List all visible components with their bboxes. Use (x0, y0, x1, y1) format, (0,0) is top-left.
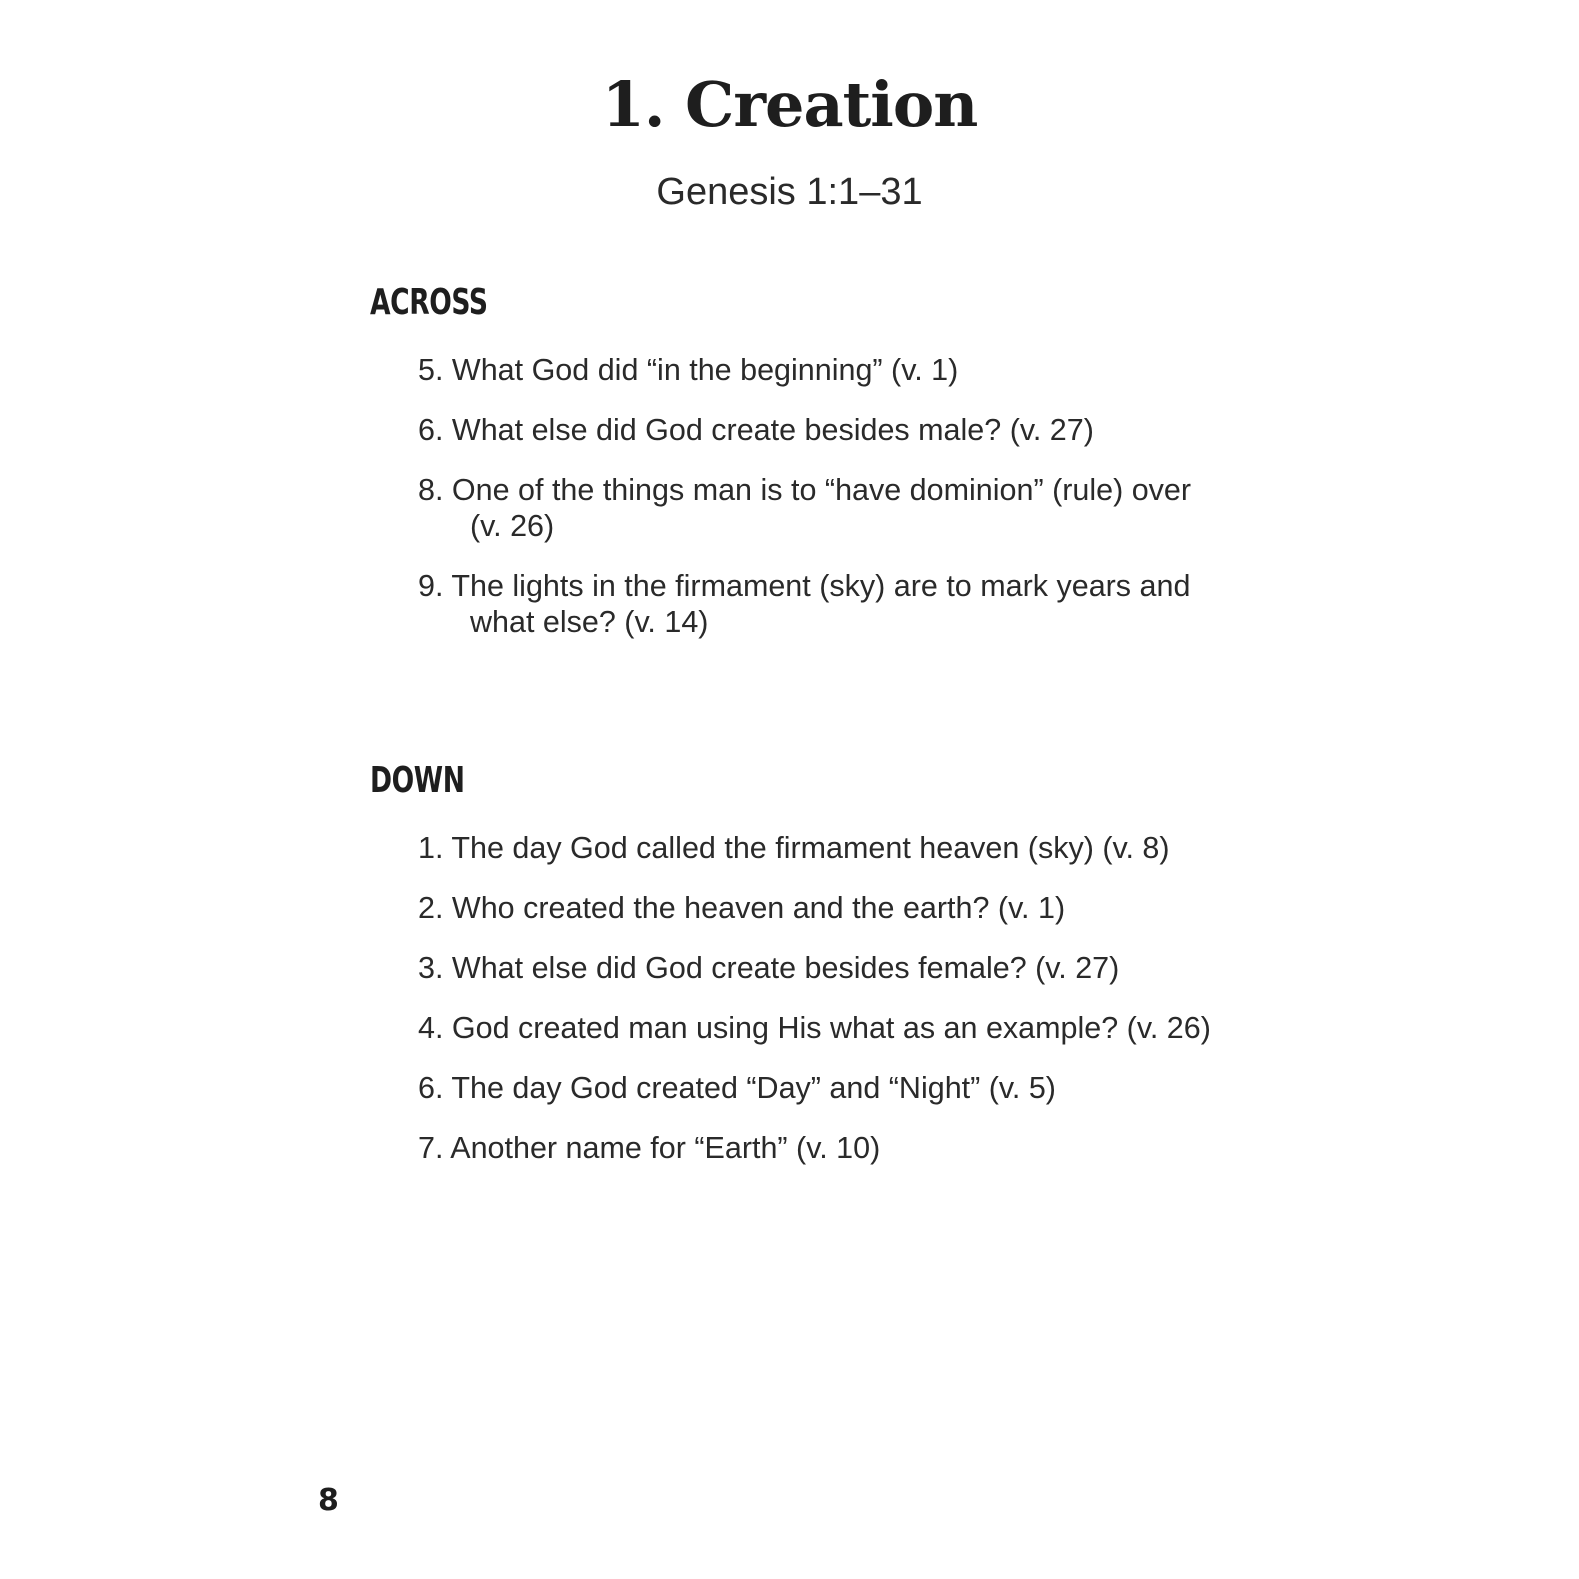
clue-text: The lights in the firmament (sky) are to mark years and what else? (v. 14) (451, 569, 1191, 639)
page-title: 1. Creation (601, 68, 978, 141)
down-clue (418, 1070, 1218, 1106)
clue-number: 5. (418, 353, 444, 387)
down-heading: DOWN (370, 760, 465, 801)
down-clue-list (418, 830, 1218, 1190)
down-clue (418, 890, 1218, 926)
across-clue (418, 412, 1218, 448)
across-heading: ACROSS (370, 282, 488, 323)
down-clue (418, 830, 1218, 866)
clue-number: 6. (418, 413, 444, 447)
clue-text: What else did God create besides male? (v. 27) (451, 413, 1094, 447)
clue-number: 6. (418, 1071, 444, 1105)
across-clue (418, 568, 1218, 640)
clue-text: What God did “in the beginning” (v. 1) (451, 353, 959, 387)
across-clue-list (418, 352, 1218, 664)
down-clue (418, 950, 1218, 986)
clue-text: What else did God create besides female? (v. 27) (451, 951, 1120, 985)
clue-text: Who created the heaven and the earth? (v. 1) (451, 891, 1066, 925)
scripture-reference: Genesis 1:1–31 (656, 171, 923, 213)
down-clue (418, 1010, 1218, 1046)
across-clue (418, 352, 1218, 388)
clue-number: 2. (418, 891, 444, 925)
clue-text: One of the things man is to “have dominion” (rule) over (v. 26) (451, 473, 1192, 543)
clue-number: 4. (418, 1011, 444, 1045)
clue-number: 7. (418, 1131, 444, 1165)
page-number: 8 (318, 1483, 339, 1518)
clue-number: 1. (418, 831, 444, 865)
clue-text: Another name for “Earth” (v. 10) (450, 1131, 881, 1165)
clue-text: The day God called the firmament heaven (sky) (v. 8) (451, 831, 1170, 865)
clue-text: The day God created “Day” and “Night” (v. 5) (451, 1071, 1056, 1105)
clue-text: God created man using His what as an example? (v. 26) (451, 1011, 1211, 1045)
down-clue (418, 1130, 1218, 1166)
clue-number: 8. (418, 473, 444, 507)
clue-number: 9. (418, 569, 444, 603)
across-clue (418, 472, 1218, 544)
clue-number: 3. (418, 951, 444, 985)
